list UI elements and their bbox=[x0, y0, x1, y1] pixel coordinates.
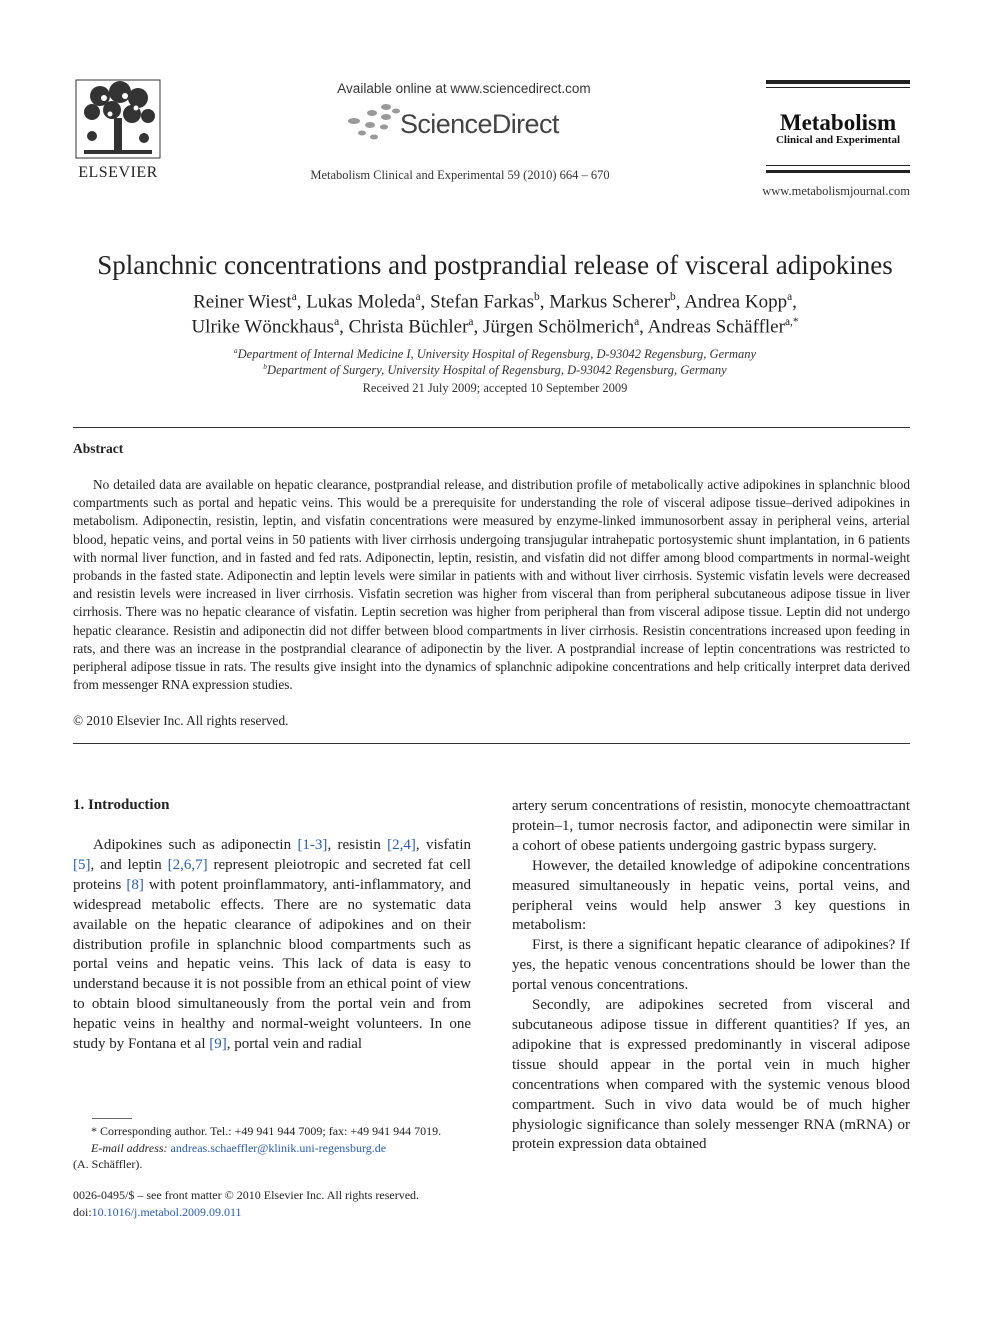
journal-subtitle: Clinical and Experimental bbox=[775, 134, 901, 146]
intro-paragraph-1 bbox=[73, 836, 471, 1055]
author-affil-sup: a bbox=[787, 291, 793, 303]
available-online-text[interactable]: Available online at www.sciencedirect.com bbox=[337, 81, 591, 96]
author-affil-sup: a,* bbox=[784, 316, 799, 328]
author-affil-sup: a bbox=[334, 316, 340, 328]
author-affil-sup: a bbox=[291, 291, 297, 303]
abstract-top-rule bbox=[73, 427, 910, 428]
email-label: E-mail address: bbox=[91, 1140, 168, 1155]
intro-paragraph-3: First, is there a significant hepatic clearance of adipokines? If yes, the hepatic venous concentrations should be lower than the portal venous concentrations. bbox=[512, 937, 910, 994]
author: Lukas Moleda bbox=[306, 291, 416, 313]
publisher-name: ELSEVIER bbox=[78, 164, 158, 181]
doi-label: doi: bbox=[73, 1205, 92, 1219]
authors-line-2: Ulrike Wönckhaus$^a$, Christa Büchler$^a$, Jürgen Schölmerich$^a$, Andreas Schäffler$^{a,*}$ bbox=[191, 316, 799, 338]
elsevier-logo bbox=[70, 78, 166, 182]
journal-logo-rule-top bbox=[766, 80, 910, 84]
abstract-bottom-rule bbox=[73, 743, 910, 744]
author-affil-sup: a bbox=[468, 316, 474, 328]
intro-paragraph-2: However, the detailed knowledge of adipokine concentrations measured simultaneously in hepatic veins, portal veins, and peripheral veins would help answer 3 key questions in metabolism: bbox=[512, 857, 910, 934]
intro-paragraph-4: Secondly, are adipokines secreted from visceral and subcutaneous adipose tissue in different quantities? If yes, an adipokine that is expressed predominantly in visceral adipose tissue should appear in the portal vein in much higher concentrations when compared with the systemic venous blood compartment. Such in vivo data would be of much higher physiologic significance than solely messenger RNA (mRNA) or protein expression data obtained bbox=[512, 997, 910, 1153]
author: Jürgen Schölmerich bbox=[482, 316, 635, 338]
footnote-rule bbox=[92, 1118, 132, 1119]
text-run: with potent proinflammatory, anti-inflammatory, and widespread metabolic effects. There are no systematic data available on the hepatic clearance of adipokines and on their distribution profile in splanchnic blood compartments such as portal veins and hepatic veins. This lack of data is easy to understand because it is not possible from an ethical point of view to obtain blood simultaneously from the portal vein and from hepatic veins in healthy and normal-weight volunteers. In one study by Fontana et al bbox=[73, 876, 472, 1053]
journal-logo-rule-mid bbox=[766, 165, 910, 166]
author-affil-sup: a bbox=[634, 316, 640, 328]
affiliation-b-text: Department of Surgery, University Hospital of Regensburg, D-93042 Regensburg, Germany bbox=[267, 363, 727, 378]
author-affil-sup: b bbox=[534, 291, 540, 303]
doi-link[interactable]: 10.1016/j.metabol.2009.09.011 bbox=[91, 1205, 242, 1219]
citation-link[interactable]: [8] bbox=[126, 876, 144, 893]
journal-logo-rule-thin bbox=[766, 87, 910, 88]
author: Ulrike Wönckhaus bbox=[191, 316, 335, 338]
footnote-contact: * Corresponding author. Tel.: +49 941 944 7009; fax: +49 941 944 7019. bbox=[91, 1124, 442, 1138]
footnote-author-name: (A. Schäffler). bbox=[73, 1157, 143, 1171]
affiliation-a bbox=[40, 346, 950, 362]
doi-line bbox=[73, 1204, 473, 1221]
citation-link[interactable]: [5] bbox=[73, 856, 91, 873]
corresponding-author-footnote bbox=[73, 1123, 473, 1173]
journal-reference: Metabolism Clinical and Experimental 59 (2010) 664 – 670 bbox=[310, 168, 610, 182]
article-title: Splanchnic concentrations and postprandial release of visceral adipokines bbox=[97, 250, 893, 280]
elsevier-tree-icon bbox=[70, 78, 166, 162]
section-heading-introduction: 1. Introduction bbox=[73, 797, 170, 813]
author-affil-sup: a bbox=[415, 291, 421, 303]
sciencedirect-wordmark: ScienceDirect bbox=[400, 109, 559, 139]
journal-url[interactable]: www.metabolismjournal.com bbox=[762, 184, 910, 198]
authors-line-1: Reiner Wiest$^a$, Lukas Moleda$^a$, Stefan Farkas$^b$, Markus Scherer$^b$, Andrea Kopp$^a$, bbox=[193, 291, 797, 313]
abstract-copyright: © 2010 Elsevier Inc. All rights reserved. bbox=[73, 713, 289, 728]
affiliation-b bbox=[40, 362, 950, 378]
author: Markus Scherer bbox=[549, 291, 671, 313]
journal-logo-rule-bottom bbox=[766, 170, 910, 173]
journal-name: Metabolism bbox=[779, 110, 897, 135]
citation-link[interactable]: [2,6,7] bbox=[167, 856, 208, 873]
journal-logo bbox=[766, 80, 910, 146]
sciencedirect-dots-icon bbox=[346, 103, 402, 143]
text-run: Adipokines such as adiponectin bbox=[93, 837, 298, 853]
citation-link[interactable]: [2,4] bbox=[387, 837, 416, 853]
author: Andreas Schäffler bbox=[647, 316, 785, 338]
affiliation-a-sup: a bbox=[233, 346, 238, 355]
abstract-body: No detailed data are available on hepatic clearance, postprandial release, and distribution profile of metabolically active adipokines in splanchnic blood compartments such as portal and hepatic veins. This would be a prerequisite for understanding the role of visceral adipose tissue–derived adipokines in metabolism. Adiponectin, resistin, leptin, and visfatin concentrations were measured by enzyme-linked immunosorbent assay in peripheral veins, arterial blood, hepatic veins, and portal veins in 50 patients with liver cirrhosis undergoing transjugular intrahepatic portosystemic shunt implantation, in 6 patients with normal liver function, and in fasted and fed rats. Adiponectin, leptin, resistin, and visfatin did not differ among blood compartments in normal-weight probands in the fasted state. Adiponectin and leptin levels were similar in patients with and without liver cirrhosis. Systemic visfatin levels were decreased and resistin levels were increased in liver cirrhosis. Visfatin secretion was higher from visceral than from peripheral subcutaneous adipose tissue in liver cirrhosis. There was no hepatic clearance of visfatin. Leptin secretion was higher from peripheral than from visceral adipose tissue. Leptin did not undergo hepatic clearance. Resistin and adiponectin did not differ between blood compartments in liver cirrhosis. Resistin concentrations increased upon feeding in rats, and there was an increase in the postprandial clearance of adiponectin by the liver. A postprandial increase of leptin concentrations was restricted to peripheral adipose tissue in rats. The results give insight into the dynamics of splanchnic adipokine concentrations and help critically interpret data derived from messenger RNA expression studies. bbox=[73, 477, 910, 693]
text-run: , visfatin bbox=[415, 837, 471, 853]
intro-paragraph-continued: artery serum concentrations of resistin, monocyte chemoattractant protein–1, tumor necrosis factor, and adiponectin were similar in a cohort of obese patients undergoing gastric bypass surgery. bbox=[512, 798, 910, 854]
right-column bbox=[512, 797, 910, 1155]
issn-line: 0026-0495/$ – see front matter © 2010 Elsevier Inc. All rights reserved. bbox=[73, 1188, 420, 1202]
author: Christa Büchler bbox=[348, 316, 469, 338]
citation-link[interactable]: [9] bbox=[209, 1036, 227, 1053]
left-column bbox=[73, 836, 471, 1055]
author: Stefan Farkas bbox=[430, 291, 535, 313]
text-run: represent pleiotropic and secreted fat cell proteins bbox=[73, 856, 471, 893]
text-run: , resistin bbox=[327, 837, 388, 853]
sciencedirect-logo[interactable] bbox=[346, 103, 586, 143]
email-link[interactable]: andreas.schaeffler@klinik.uni-regensburg.de bbox=[170, 1140, 387, 1155]
text-run: , and leptin bbox=[90, 856, 168, 873]
author: Reiner Wiest bbox=[193, 291, 292, 313]
author-affil-sup: b bbox=[670, 291, 676, 303]
received-dates: Received 21 July 2009; accepted 10 September 2009 bbox=[362, 381, 628, 395]
text-run: , portal vein and radial bbox=[226, 1036, 363, 1053]
affiliation-a-text: Department of Internal Medicine I, University Hospital of Regensburg, D-93042 Regensburg, Germany bbox=[237, 347, 757, 362]
affiliation-b-sup: b bbox=[263, 362, 268, 371]
footnote-email-line bbox=[73, 1140, 473, 1157]
author: Andrea Kopp bbox=[684, 291, 788, 313]
citation-link[interactable]: [1-3] bbox=[297, 837, 328, 853]
abstract-heading: Abstract bbox=[73, 441, 124, 456]
issn-block bbox=[73, 1187, 473, 1221]
